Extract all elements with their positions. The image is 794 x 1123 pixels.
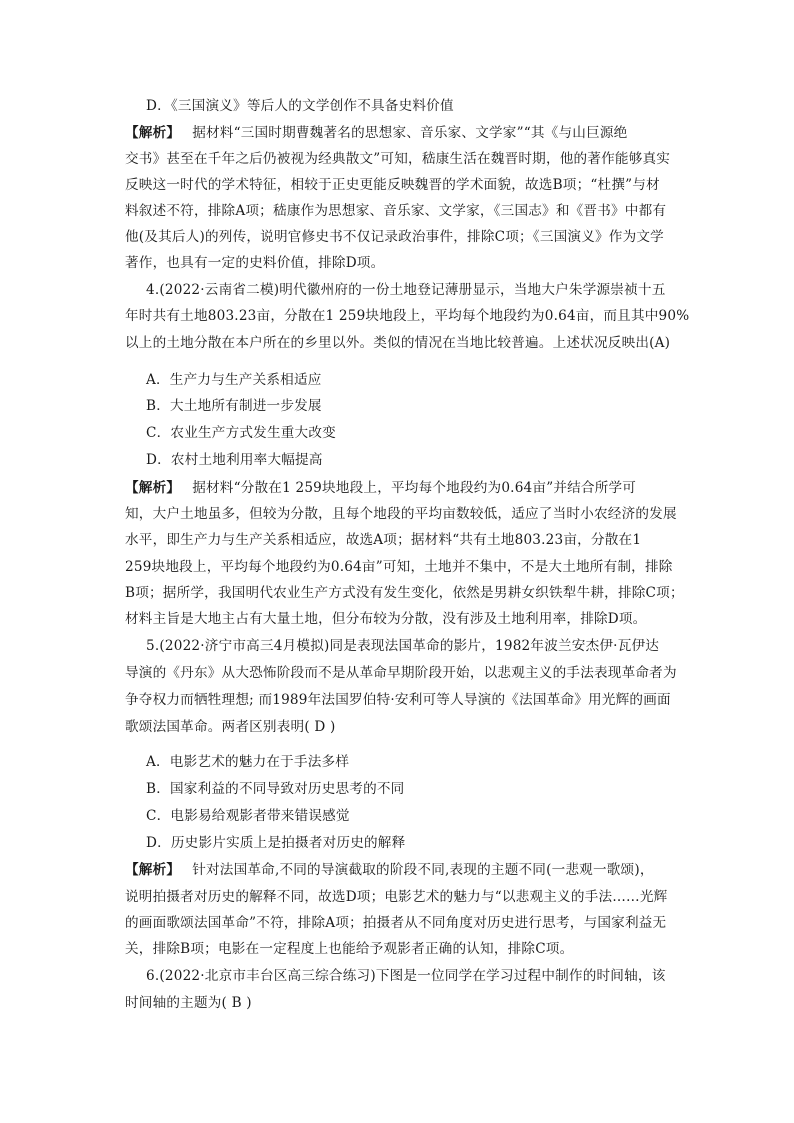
q3-analysis-line-1: 【解析】 据材料“三国时期曹魏著名的思想家、音乐家、文学家”“其《与山巨源绝 — [125, 125, 628, 141]
q5-stem-line-3: 争夺权力而牺牲理想; 而1989年法国罗伯特·安利可等人导演的《法国革命》用光辉的画面 — [125, 692, 671, 708]
q4-stem-line-3: 以上的土地分散在本户所在的乡里以外。类似的情况在当地比较普遍。上述状况反映出(A) — [125, 335, 671, 351]
q3-analysis-line-3: 反映这一时代的学术特征，相较于正史更能反映魏晋的学术面貌，故选B项；“杜撰”与材 — [125, 177, 660, 193]
q4-analysis-line-3: 水平，即生产力与生产关系相适应，故选A项；据材料“共有土地803.23亩，分散在1 — [125, 532, 642, 548]
analysis-label: 【解析】 — [125, 862, 181, 878]
analysis-label: 【解析】 — [125, 480, 181, 496]
q5-option-a: A．电影艺术的魅力在于手法多样 — [146, 754, 350, 770]
q4-option-a: A．生产力与生产关系相适应 — [146, 372, 322, 388]
q5-analysis-line-2: 说明拍摄者对历史的解释不同，故选D项；电影艺术的魅力与“以悲观主义的手法……光辉 — [125, 889, 668, 905]
q5-analysis-line-3: 的画面歌颂法国革命”不符，排除A项；拍摄者从不同角度对历史进行思考，与国家利益无 — [125, 915, 667, 931]
q3-analysis-line-5: 他(及其后人)的列传，说明官修史书不仅记录政治事件，排除C项；《三国演义》作为文学 — [125, 229, 664, 245]
analysis-label: 【解析】 — [125, 125, 181, 141]
q5-analysis-line-1: 【解析】 针对法国革命,不同的导演截取的阶段不同,表现的主题不同(一悲观一歌颂)， — [125, 862, 654, 878]
q6-stem-line-1: 6.(2022·北京市丰台区高三综合练习)下图是一位同学在学习过程中制作的时间轴，该 — [146, 968, 666, 984]
q5-stem-line-4: 歌颂法国革命。两者区别表明( D ) — [125, 719, 336, 735]
q4-analysis-line-4: 259块地段上，平均每个地段约为0.64亩”可知，土地并不集中，不是大土地所有制，排除 — [125, 559, 673, 575]
q5-option-b: B．国家利益的不同导致对历史思考的不同 — [146, 781, 405, 797]
q4-analysis-line-6: 材料主旨是大地主占有大量土地，但分布较为分散，没有涉及土地利用率，排除D项。 — [125, 611, 647, 627]
q4-analysis-line-1: 【解析】 据材料“分散在1 259块地段上，平均每个地段约为0.64亩”并结合所学可 — [125, 480, 637, 496]
q4-option-b: B．大土地所有制进一步发展 — [146, 398, 322, 414]
q5-option-c: C．电影易给观影者带来错误感觉 — [146, 808, 350, 824]
q6-stem-line-2: 时间轴的主题为( B ) — [125, 995, 252, 1011]
q4-analysis-line-5: B项；据所学，我国明代农业生产方式没有发生变化，依然是男耕女织铁犁牛耕，排除C项； — [125, 585, 684, 601]
q4-stem-line-1: 4.(2022·云南省二模)明代徽州府的一份土地登记薄册显示，当地大户朱学源崇祯十五 — [146, 282, 666, 298]
q5-stem-line-1: 5.(2022·济宁市高三4月模拟)同是表现法国革命的影片，1982年波兰安杰伊·瓦伊达 — [146, 638, 660, 654]
q5-analysis-line-4: 关，排除B项；电影在一定程度上也能给予观影者正确的认知，排除C项。 — [125, 941, 574, 957]
q4-option-c: C．农业生产方式发生重大改变 — [146, 425, 336, 441]
q3-option-d: D．《三国演义》等后人的文学创作不具备史料价值 — [146, 98, 454, 114]
q5-option-d: D．历史影片实质上是拍摄者对历史的解释 — [146, 835, 406, 851]
q4-option-d: D．农村土地利用率大幅提高 — [146, 452, 323, 468]
q5-stem-line-2: 导演的《丹东》从大恐怖阶段而不是从革命早期阶段开始，以悲观主义的手法表现革命者为 — [125, 665, 677, 681]
q3-analysis-line-2: 交书》甚至在千年之后仍被视为经典散文”可知，嵇康生活在魏晋时期，他的著作能够真实 — [125, 151, 671, 167]
q3-analysis-line-6: 著作，也具有一定的史料价值，排除D项。 — [125, 255, 385, 271]
q4-stem-line-2: 年时共有土地803.23亩，分散在1 259块地段上，平均每个地段约为0.64亩，而且其中90% — [125, 308, 690, 324]
q4-analysis-line-2: 知，大户土地虽多，但较为分散，且每个地段的平均亩数较低，适应了当时小农经济的发展 — [125, 506, 677, 522]
q3-analysis-line-4: 料叙述不符，排除A项；嵇康作为思想家、音乐家、文学家，《三国志》和《晋书》中都有 — [125, 203, 667, 219]
